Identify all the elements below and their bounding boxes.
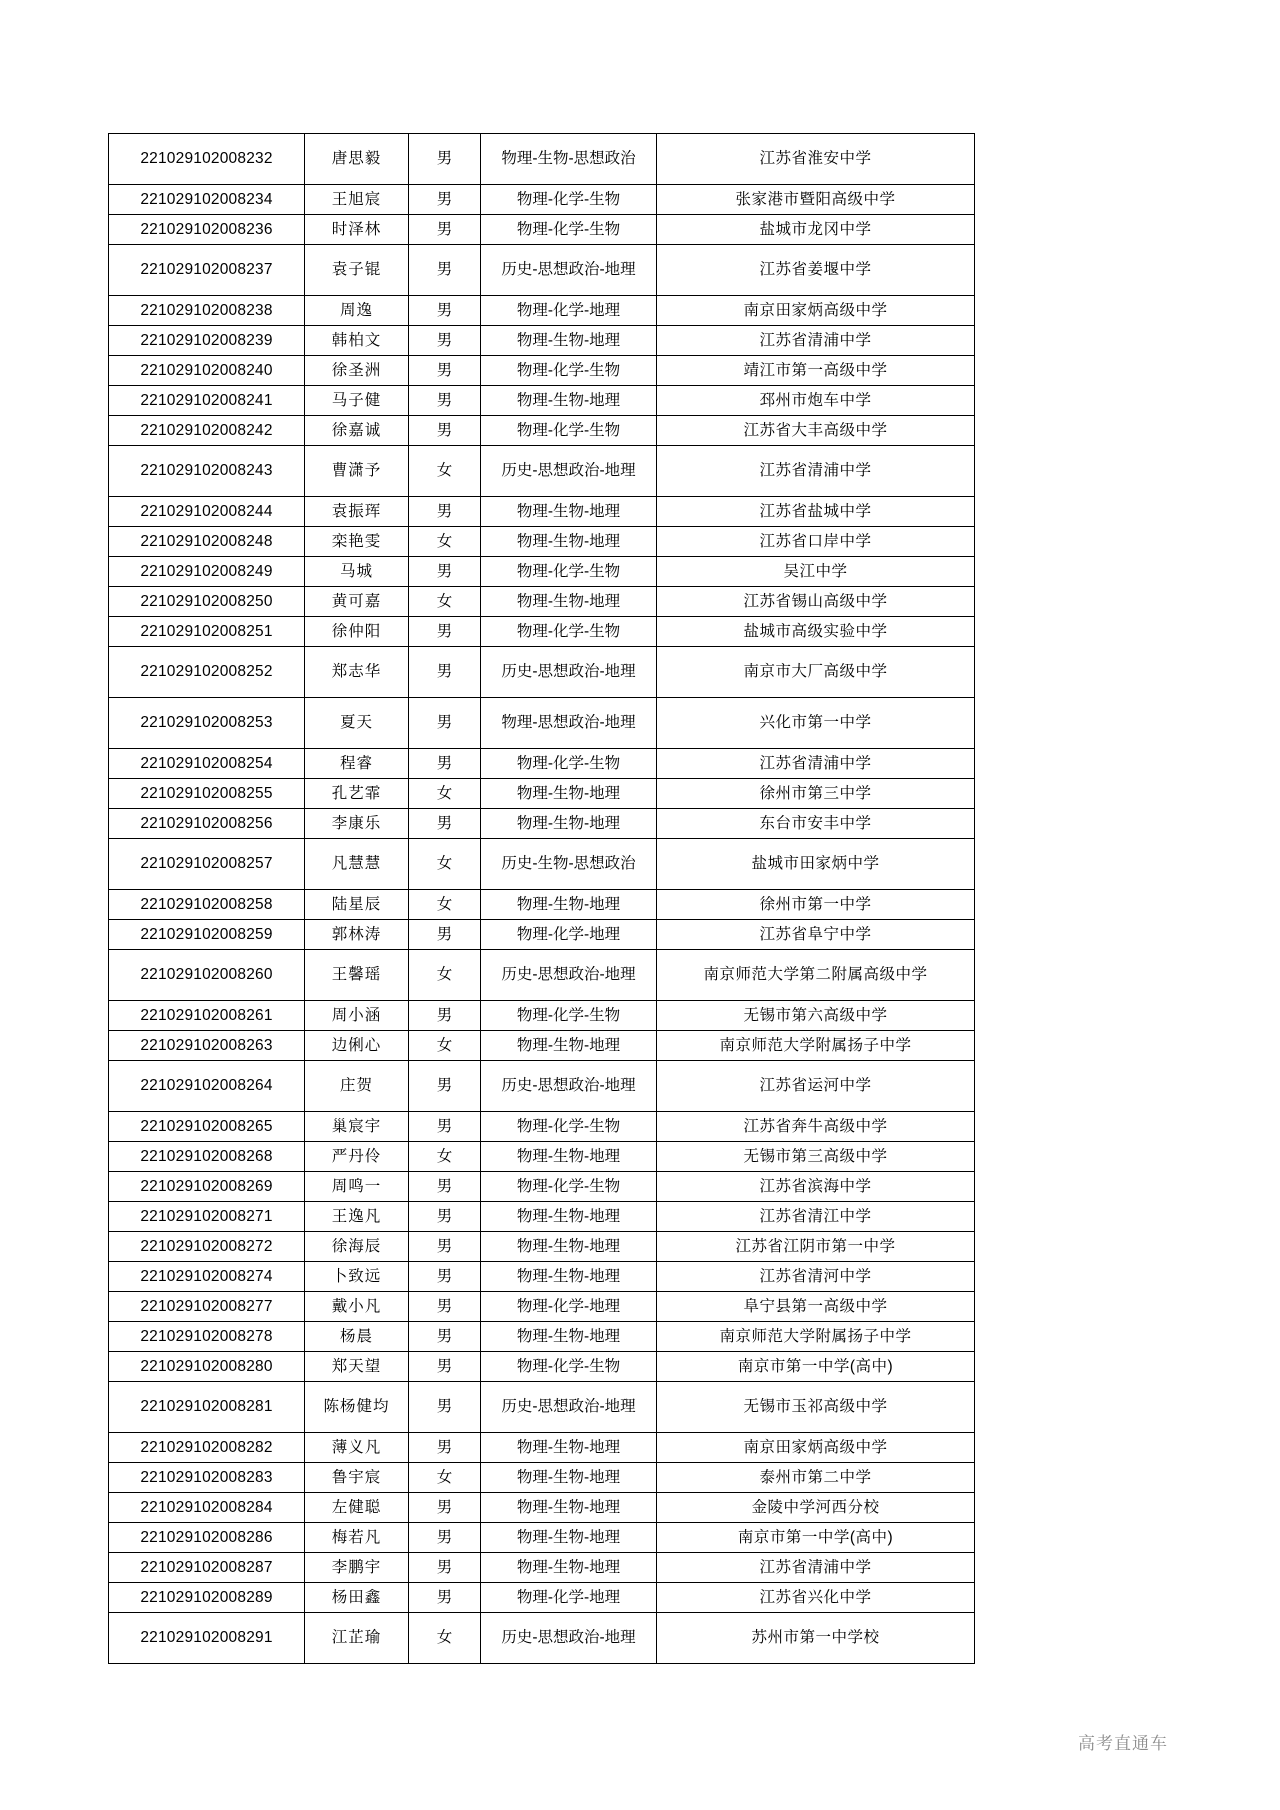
cell-candidate-id: 221029102008251 [109, 617, 305, 647]
cell-subjects: 物理-化学-生物 [481, 557, 657, 587]
cell-candidate-id: 221029102008281 [109, 1382, 305, 1433]
cell-name: 陈杨健均 [305, 1382, 409, 1433]
cell-sex: 男 [409, 1523, 481, 1553]
cell-subjects: 物理-化学-生物 [481, 1112, 657, 1142]
cell-subjects: 物理-生物-地理 [481, 1493, 657, 1523]
cell-school: 南京市大厂高级中学 [657, 647, 975, 698]
cell-sex: 男 [409, 1292, 481, 1322]
cell-sex: 男 [409, 416, 481, 446]
cell-sex: 男 [409, 296, 481, 326]
cell-school: 江苏省清浦中学 [657, 1553, 975, 1583]
table-row [109, 587, 975, 617]
cell-candidate-id: 221029102008240 [109, 356, 305, 386]
cell-candidate-id: 221029102008284 [109, 1493, 305, 1523]
cell-sex: 男 [409, 920, 481, 950]
cell-candidate-id: 221029102008289 [109, 1583, 305, 1613]
cell-name: 杨田鑫 [305, 1583, 409, 1613]
cell-candidate-id: 221029102008265 [109, 1112, 305, 1142]
cell-subjects: 物理-化学-生物 [481, 1172, 657, 1202]
cell-subjects: 物理-生物-地理 [481, 890, 657, 920]
cell-candidate-id: 221029102008236 [109, 215, 305, 245]
cell-name: 郭林涛 [305, 920, 409, 950]
table-row [109, 557, 975, 587]
cell-candidate-id: 221029102008241 [109, 386, 305, 416]
cell-subjects: 物理-生物-地理 [481, 1202, 657, 1232]
cell-sex: 男 [409, 1553, 481, 1583]
cell-candidate-id: 221029102008239 [109, 326, 305, 356]
cell-subjects: 历史-思想政治-地理 [481, 1061, 657, 1112]
cell-name: 李鹏宇 [305, 1553, 409, 1583]
cell-sex: 女 [409, 950, 481, 1001]
cell-school: 江苏省姜堰中学 [657, 245, 975, 296]
cell-name: 徐海辰 [305, 1232, 409, 1262]
cell-name: 夏天 [305, 698, 409, 749]
cell-name: 徐圣洲 [305, 356, 409, 386]
cell-name: 黄可嘉 [305, 587, 409, 617]
cell-school: 江苏省奔牛高级中学 [657, 1112, 975, 1142]
cell-sex: 男 [409, 326, 481, 356]
cell-sex: 男 [409, 215, 481, 245]
cell-sex: 男 [409, 1262, 481, 1292]
cell-sex: 男 [409, 1202, 481, 1232]
cell-name: 周鸣一 [305, 1172, 409, 1202]
cell-sex: 男 [409, 1232, 481, 1262]
cell-name: 马城 [305, 557, 409, 587]
cell-candidate-id: 221029102008258 [109, 890, 305, 920]
cell-subjects: 物理-生物-地理 [481, 1142, 657, 1172]
table-row [109, 1262, 975, 1292]
table-row [109, 134, 975, 185]
table-row [109, 296, 975, 326]
table-row [109, 749, 975, 779]
cell-sex: 男 [409, 617, 481, 647]
cell-sex: 男 [409, 356, 481, 386]
cell-candidate-id: 221029102008282 [109, 1433, 305, 1463]
cell-subjects: 物理-生物-地理 [481, 497, 657, 527]
cell-sex: 女 [409, 527, 481, 557]
cell-subjects: 物理-化学-生物 [481, 356, 657, 386]
cell-name: 严丹伶 [305, 1142, 409, 1172]
table-row [109, 1232, 975, 1262]
cell-name: 郑志华 [305, 647, 409, 698]
cell-subjects: 物理-化学-生物 [481, 1001, 657, 1031]
cell-school: 江苏省淮安中学 [657, 134, 975, 185]
cell-name: 周逸 [305, 296, 409, 326]
cell-school: 江苏省滨海中学 [657, 1172, 975, 1202]
cell-school: 阜宁县第一高级中学 [657, 1292, 975, 1322]
table-row [109, 1523, 975, 1553]
table-row [109, 1061, 975, 1112]
cell-name: 王逸凡 [305, 1202, 409, 1232]
cell-name: 唐思毅 [305, 134, 409, 185]
table-row [109, 950, 975, 1001]
table-row [109, 1031, 975, 1061]
cell-name: 袁振珲 [305, 497, 409, 527]
cell-subjects: 历史-思想政治-地理 [481, 446, 657, 497]
table-row [109, 1583, 975, 1613]
table-row [109, 326, 975, 356]
table-row [109, 647, 975, 698]
cell-sex: 男 [409, 809, 481, 839]
cell-candidate-id: 221029102008253 [109, 698, 305, 749]
table-row [109, 497, 975, 527]
cell-school: 盐城市龙冈中学 [657, 215, 975, 245]
cell-name: 戴小凡 [305, 1292, 409, 1322]
cell-school: 江苏省清江中学 [657, 1202, 975, 1232]
cell-sex: 女 [409, 1613, 481, 1664]
cell-subjects: 物理-生物-地理 [481, 1031, 657, 1061]
table-row [109, 839, 975, 890]
cell-subjects: 历史-思想政治-地理 [481, 647, 657, 698]
cell-school: 东台市安丰中学 [657, 809, 975, 839]
cell-subjects: 物理-生物-地理 [481, 1553, 657, 1583]
cell-candidate-id: 221029102008248 [109, 527, 305, 557]
cell-sex: 男 [409, 1352, 481, 1382]
cell-school: 吴江中学 [657, 557, 975, 587]
cell-subjects: 物理-化学-生物 [481, 617, 657, 647]
cell-sex: 女 [409, 1031, 481, 1061]
cell-subjects: 物理-生物-地理 [481, 1523, 657, 1553]
roster-table-container [108, 133, 974, 1664]
cell-subjects: 物理-思想政治-地理 [481, 698, 657, 749]
cell-name: 孔艺霏 [305, 779, 409, 809]
cell-school: 江苏省阜宁中学 [657, 920, 975, 950]
cell-name: 鲁宇宸 [305, 1463, 409, 1493]
cell-candidate-id: 221029102008283 [109, 1463, 305, 1493]
cell-name: 袁子锟 [305, 245, 409, 296]
cell-subjects: 历史-思想政治-地理 [481, 1382, 657, 1433]
cell-school: 盐城市高级实验中学 [657, 617, 975, 647]
cell-sex: 男 [409, 749, 481, 779]
cell-school: 无锡市第三高级中学 [657, 1142, 975, 1172]
cell-school: 南京师范大学附属扬子中学 [657, 1031, 975, 1061]
cell-candidate-id: 221029102008242 [109, 416, 305, 446]
cell-name: 边俐心 [305, 1031, 409, 1061]
cell-sex: 女 [409, 890, 481, 920]
cell-sex: 女 [409, 1142, 481, 1172]
cell-candidate-id: 221029102008286 [109, 1523, 305, 1553]
cell-sex: 女 [409, 446, 481, 497]
table-row [109, 1322, 975, 1352]
cell-name: 凡慧慧 [305, 839, 409, 890]
cell-candidate-id: 221029102008263 [109, 1031, 305, 1061]
cell-school: 南京田家炳高级中学 [657, 296, 975, 326]
cell-candidate-id: 221029102008260 [109, 950, 305, 1001]
table-row [109, 809, 975, 839]
roster-table-body [109, 134, 975, 1664]
roster-table [108, 133, 975, 1664]
cell-subjects: 物理-化学-生物 [481, 1352, 657, 1382]
cell-school: 无锡市玉祁高级中学 [657, 1382, 975, 1433]
cell-sex: 男 [409, 245, 481, 296]
cell-school: 江苏省锡山高级中学 [657, 587, 975, 617]
table-row [109, 1352, 975, 1382]
cell-subjects: 物理-生物-地理 [481, 1433, 657, 1463]
table-row [109, 1292, 975, 1322]
cell-sex: 男 [409, 698, 481, 749]
cell-school: 江苏省江阴市第一中学 [657, 1232, 975, 1262]
cell-name: 卜致远 [305, 1262, 409, 1292]
cell-candidate-id: 221029102008257 [109, 839, 305, 890]
cell-subjects: 物理-生物-地理 [481, 1463, 657, 1493]
cell-sex: 女 [409, 779, 481, 809]
cell-school: 江苏省口岸中学 [657, 527, 975, 557]
table-row [109, 1202, 975, 1232]
cell-subjects: 物理-化学-地理 [481, 1292, 657, 1322]
cell-school: 邳州市炮车中学 [657, 386, 975, 416]
table-row [109, 527, 975, 557]
cell-school: 南京师范大学附属扬子中学 [657, 1322, 975, 1352]
cell-sex: 女 [409, 839, 481, 890]
cell-subjects: 历史-生物-思想政治 [481, 839, 657, 890]
table-row [109, 698, 975, 749]
cell-subjects: 物理-化学-地理 [481, 296, 657, 326]
cell-candidate-id: 221029102008238 [109, 296, 305, 326]
cell-subjects: 物理-化学-生物 [481, 416, 657, 446]
cell-sex: 男 [409, 1493, 481, 1523]
cell-candidate-id: 221029102008272 [109, 1232, 305, 1262]
cell-candidate-id: 221029102008274 [109, 1262, 305, 1292]
cell-sex: 男 [409, 386, 481, 416]
cell-subjects: 物理-生物-地理 [481, 1322, 657, 1352]
cell-name: 梅若凡 [305, 1523, 409, 1553]
cell-candidate-id: 221029102008244 [109, 497, 305, 527]
cell-school: 江苏省清浦中学 [657, 326, 975, 356]
cell-sex: 男 [409, 1172, 481, 1202]
cell-candidate-id: 221029102008271 [109, 1202, 305, 1232]
cell-school: 泰州市第二中学 [657, 1463, 975, 1493]
cell-subjects: 物理-化学-地理 [481, 920, 657, 950]
cell-name: 周小涵 [305, 1001, 409, 1031]
cell-candidate-id: 221029102008278 [109, 1322, 305, 1352]
cell-name: 薄义凡 [305, 1433, 409, 1463]
cell-name: 程睿 [305, 749, 409, 779]
cell-subjects: 物理-生物-地理 [481, 809, 657, 839]
cell-candidate-id: 221029102008261 [109, 1001, 305, 1031]
table-row [109, 1172, 975, 1202]
cell-subjects: 物理-生物-思想政治 [481, 134, 657, 185]
cell-name: 李康乐 [305, 809, 409, 839]
cell-school: 江苏省兴化中学 [657, 1583, 975, 1613]
cell-name: 徐仲阳 [305, 617, 409, 647]
cell-candidate-id: 221029102008254 [109, 749, 305, 779]
cell-school: 苏州市第一中学校 [657, 1613, 975, 1664]
cell-school: 兴化市第一中学 [657, 698, 975, 749]
table-row [109, 1112, 975, 1142]
cell-subjects: 物理-生物-地理 [481, 779, 657, 809]
cell-name: 江芷瑜 [305, 1613, 409, 1664]
cell-subjects: 物理-化学-地理 [481, 1583, 657, 1613]
cell-candidate-id: 221029102008256 [109, 809, 305, 839]
cell-candidate-id: 221029102008269 [109, 1172, 305, 1202]
cell-sex: 男 [409, 647, 481, 698]
table-row [109, 1493, 975, 1523]
cell-name: 陆星辰 [305, 890, 409, 920]
cell-school: 金陵中学河西分校 [657, 1493, 975, 1523]
cell-name: 王馨瑶 [305, 950, 409, 1001]
cell-candidate-id: 221029102008249 [109, 557, 305, 587]
cell-subjects: 物理-生物-地理 [481, 527, 657, 557]
cell-sex: 男 [409, 1001, 481, 1031]
cell-sex: 男 [409, 557, 481, 587]
cell-school: 南京师范大学第二附属高级中学 [657, 950, 975, 1001]
cell-candidate-id: 221029102008255 [109, 779, 305, 809]
table-row [109, 1382, 975, 1433]
table-row [109, 1553, 975, 1583]
cell-school: 江苏省运河中学 [657, 1061, 975, 1112]
cell-candidate-id: 221029102008234 [109, 185, 305, 215]
cell-name: 徐嘉诚 [305, 416, 409, 446]
cell-candidate-id: 221029102008259 [109, 920, 305, 950]
cell-subjects: 历史-思想政治-地理 [481, 245, 657, 296]
cell-name: 王旭宸 [305, 185, 409, 215]
cell-sex: 男 [409, 134, 481, 185]
cell-school: 徐州市第三中学 [657, 779, 975, 809]
cell-name: 时泽林 [305, 215, 409, 245]
cell-name: 杨晨 [305, 1322, 409, 1352]
cell-sex: 男 [409, 1061, 481, 1112]
cell-subjects: 历史-思想政治-地理 [481, 1613, 657, 1664]
table-row [109, 1433, 975, 1463]
cell-candidate-id: 221029102008268 [109, 1142, 305, 1172]
cell-subjects: 物理-生物-地理 [481, 587, 657, 617]
cell-name: 巢宸宇 [305, 1112, 409, 1142]
cell-candidate-id: 221029102008264 [109, 1061, 305, 1112]
table-row [109, 1001, 975, 1031]
cell-sex: 男 [409, 185, 481, 215]
cell-candidate-id: 221029102008232 [109, 134, 305, 185]
cell-sex: 女 [409, 587, 481, 617]
cell-name: 郑天望 [305, 1352, 409, 1382]
cell-school: 无锡市第六高级中学 [657, 1001, 975, 1031]
cell-school: 南京田家炳高级中学 [657, 1433, 975, 1463]
cell-subjects: 物理-生物-地理 [481, 386, 657, 416]
cell-sex: 男 [409, 1112, 481, 1142]
table-row [109, 386, 975, 416]
cell-candidate-id: 221029102008252 [109, 647, 305, 698]
cell-school: 张家港市暨阳高级中学 [657, 185, 975, 215]
cell-sex: 男 [409, 1322, 481, 1352]
cell-school: 江苏省清浦中学 [657, 446, 975, 497]
cell-school: 徐州市第一中学 [657, 890, 975, 920]
cell-name: 左健聪 [305, 1493, 409, 1523]
cell-school: 江苏省清河中学 [657, 1262, 975, 1292]
cell-name: 韩柏文 [305, 326, 409, 356]
cell-subjects: 物理-化学-生物 [481, 215, 657, 245]
cell-candidate-id: 221029102008280 [109, 1352, 305, 1382]
cell-candidate-id: 221029102008291 [109, 1613, 305, 1664]
cell-candidate-id: 221029102008287 [109, 1553, 305, 1583]
cell-sex: 男 [409, 1382, 481, 1433]
watermark-label: 高考直通车 [1078, 1734, 1168, 1753]
table-row [109, 1463, 975, 1493]
cell-candidate-id: 221029102008250 [109, 587, 305, 617]
cell-school: 靖江市第一高级中学 [657, 356, 975, 386]
table-row [109, 245, 975, 296]
table-row [109, 1613, 975, 1664]
cell-school: 江苏省清浦中学 [657, 749, 975, 779]
cell-candidate-id: 221029102008277 [109, 1292, 305, 1322]
table-row [109, 185, 975, 215]
cell-sex: 男 [409, 497, 481, 527]
cell-school: 江苏省盐城中学 [657, 497, 975, 527]
cell-school: 江苏省大丰高级中学 [657, 416, 975, 446]
cell-subjects: 物理-化学-生物 [481, 749, 657, 779]
table-row [109, 779, 975, 809]
cell-name: 栾艳雯 [305, 527, 409, 557]
cell-candidate-id: 221029102008237 [109, 245, 305, 296]
cell-school: 南京市第一中学(高中) [657, 1352, 975, 1382]
table-row [109, 215, 975, 245]
table-row [109, 890, 975, 920]
cell-subjects: 物理-化学-生物 [481, 185, 657, 215]
cell-subjects: 物理-生物-地理 [481, 1262, 657, 1292]
table-row [109, 356, 975, 386]
cell-subjects: 历史-思想政治-地理 [481, 950, 657, 1001]
cell-subjects: 物理-生物-地理 [481, 326, 657, 356]
table-row [109, 416, 975, 446]
cell-name: 曹潇予 [305, 446, 409, 497]
cell-sex: 女 [409, 1463, 481, 1493]
table-row [109, 1142, 975, 1172]
cell-sex: 男 [409, 1583, 481, 1613]
cell-subjects: 物理-生物-地理 [481, 1232, 657, 1262]
table-row [109, 446, 975, 497]
cell-name: 马子健 [305, 386, 409, 416]
table-row [109, 617, 975, 647]
cell-school: 盐城市田家炳中学 [657, 839, 975, 890]
cell-school: 南京市第一中学(高中) [657, 1523, 975, 1553]
cell-candidate-id: 221029102008243 [109, 446, 305, 497]
table-row [109, 920, 975, 950]
cell-name: 庄贺 [305, 1061, 409, 1112]
cell-sex: 男 [409, 1433, 481, 1463]
